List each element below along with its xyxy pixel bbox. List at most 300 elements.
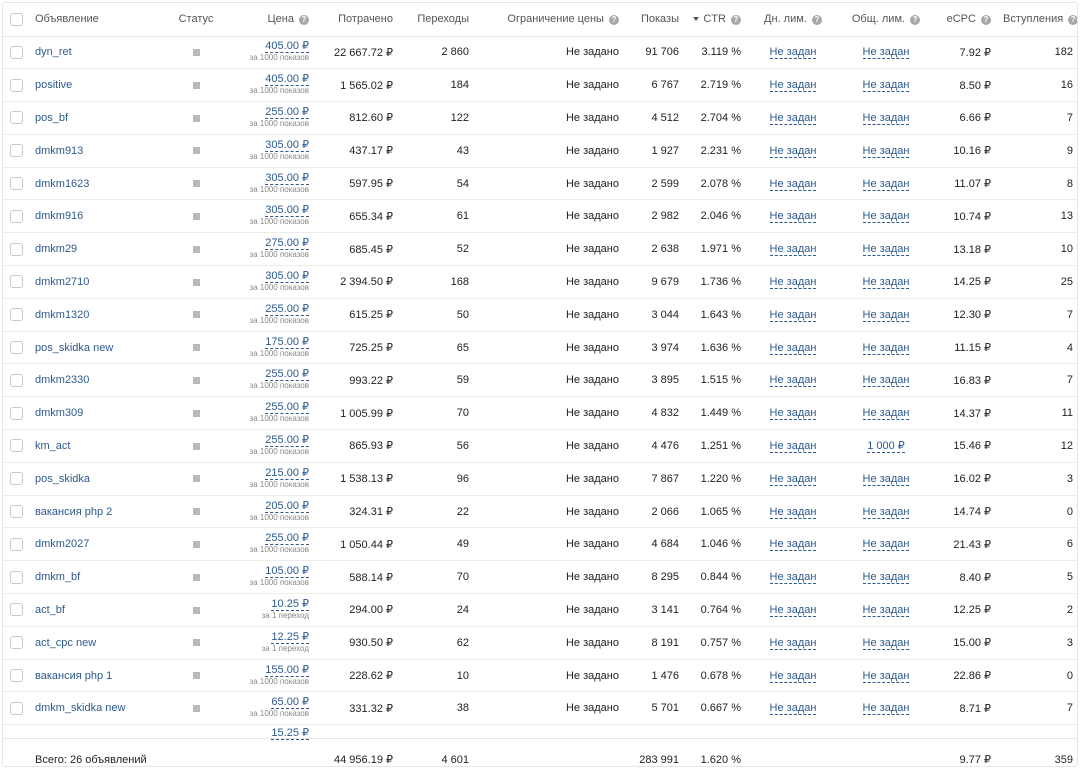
header-day-limit[interactable]: Дн. лим. ? [747,3,839,36]
table-row[interactable] [3,102,1078,135]
price-limit-value: Не задано [475,364,625,397]
header-clicks[interactable]: Переходы [399,3,475,36]
clicks-value: 62 [399,626,475,659]
ctr-value: 0.757 % [685,626,747,659]
price-cell [250,501,309,522]
ctr-value: 2.231 % [685,134,747,167]
total-limit-link[interactable]: Не задан [862,472,910,485]
day-limit-link[interactable]: Не задан [769,603,817,616]
table-row[interactable] [3,134,1078,167]
ecpc-value: 6.66 ₽ [933,102,997,135]
table-row[interactable] [3,594,1078,627]
price-cell [250,205,309,226]
day-limit-link[interactable]: Не задан [769,79,817,92]
price-link[interactable]: 255.00 ₽ [265,302,309,315]
joins-value: 7 [997,364,1078,397]
status-stopped-icon[interactable] [193,49,200,56]
row-checkbox[interactable] [10,636,23,649]
ecpc-value: 21.43 ₽ [933,528,997,561]
header-ctr[interactable]: CTR ? [685,3,747,36]
row-checkbox[interactable] [10,472,23,485]
status-stopped-icon[interactable] [193,377,200,384]
ctr-value: 1.636 % [685,331,747,364]
clicks-value: 70 [399,397,475,430]
ad-name-link[interactable]: dyn_ret [35,46,72,59]
row-checkbox[interactable] [10,439,23,452]
price-link[interactable]: 175.00 ₽ [265,335,309,348]
price-unit: за 1000 показов [249,479,309,489]
row-checkbox[interactable] [10,407,23,420]
clicks-value: 65 [399,331,475,364]
total-limit-link[interactable]: Не задан [862,636,910,649]
clicks-value: 96 [399,462,475,495]
price-cell [250,337,309,358]
price-unit: за 1000 показов [249,578,309,588]
clicks-value: 184 [399,69,475,102]
spent-value: 1 005.99 ₽ [315,397,399,430]
day-limit-link[interactable]: Не задан [769,144,817,157]
total-limit-link[interactable]: Не задан [862,374,910,387]
status-stopped-icon[interactable] [193,508,200,515]
ad-name-link[interactable]: pos_skidka new [35,341,114,354]
ctr-value: 0.667 % [685,692,747,725]
status-stopped-icon[interactable] [193,672,200,679]
day-limit-link[interactable]: Не задан [769,177,817,190]
ad-name-link[interactable]: km_act [35,439,71,452]
spent-value: 324.31 ₽ [315,495,399,528]
price-link[interactable]: 405.00 ₽ [265,73,309,86]
status-stopped-icon[interactable] [193,705,200,712]
day-limit-link[interactable]: Не задан [769,308,817,321]
total-limit-link[interactable]: Не задан [862,243,910,256]
shows-value: 3 895 [625,364,685,397]
ad-name-link[interactable]: positive [35,79,73,92]
table-row[interactable] [3,331,1078,364]
spent-value: 725.25 ₽ [315,331,399,364]
price-unit: за 1000 показов [249,676,309,686]
table-row[interactable] [3,462,1078,495]
ad-name-link[interactable]: dmkm_bf [35,571,81,584]
price-limit-value: Не задано [475,430,625,463]
price-cell [250,271,309,292]
price-cell [250,173,309,194]
clicks-value: 59 [399,364,475,397]
day-limit-link[interactable]: Не задан [769,407,817,420]
footer-shows: 283 991 [625,739,685,767]
footer-ecpc: 9.77 ₽ [933,739,997,767]
shows-value: 4 832 [625,397,685,430]
ad-name-link[interactable]: dmkm2710 [35,275,90,288]
price-limit-value: Не задано [475,659,625,692]
row-checkbox[interactable] [10,210,23,223]
price-limit-value: Не задано [475,167,625,200]
row-checkbox[interactable] [10,46,23,59]
row-checkbox[interactable] [10,505,23,518]
ad-name-link[interactable]: pos_skidka [35,472,91,485]
row-checkbox[interactable] [10,669,23,682]
spent-value: 2 394.50 ₽ [315,266,399,299]
day-limit-link[interactable]: Не задан [769,571,817,584]
ad-name-link[interactable]: dmkm1320 [35,308,90,321]
footer-total-label: Всего: 26 объявлений [29,739,315,767]
price-cell [262,599,309,620]
total-limit-link[interactable]: Не задан [862,111,910,124]
row-checkbox[interactable] [10,308,23,321]
total-limit-link[interactable]: Не задан [862,702,910,715]
row-checkbox[interactable] [10,177,23,190]
price-cell [250,435,309,456]
header-shows[interactable]: Показы [625,3,685,36]
day-limit-link[interactable]: Не задан [769,243,817,256]
total-limit-link[interactable]: Не задан [862,603,910,616]
table-body [3,36,1078,725]
shows-value: 9 679 [625,266,685,299]
joins-value: 182 [997,36,1078,69]
price-unit: за 1 переход [261,643,309,653]
clicks-value: 38 [399,692,475,725]
day-limit-link[interactable]: Не задан [769,111,817,124]
shows-value: 7 867 [625,462,685,495]
price-unit: за 1000 показов [249,545,309,555]
price-cell [250,697,309,718]
ecpc-value: 12.30 ₽ [933,298,997,331]
ad-name-link[interactable]: act_bf [35,603,65,616]
ad-name-link[interactable]: dmkm2027 [35,538,90,551]
joins-value: 5 [997,561,1078,594]
total-limit-link[interactable]: Не задан [862,407,910,420]
price-limit-value: Не задано [475,298,625,331]
price-limit-value: Не задано [475,200,625,233]
table-row[interactable] [3,167,1078,200]
spent-value: 655.34 ₽ [315,200,399,233]
price-limit-value: Не задано [475,233,625,266]
joins-value: 16 [997,69,1078,102]
table-row[interactable] [3,692,1078,725]
table-row[interactable] [3,36,1078,69]
table-row[interactable] [3,233,1078,266]
joins-value: 11 [997,397,1078,430]
price-link[interactable]: 255.00 ₽ [265,368,309,381]
price-link[interactable]: 305.00 ₽ [265,171,309,184]
total-limit-link[interactable]: Не задан [862,538,910,551]
header-joins[interactable]: Вступления ? [997,3,1078,36]
total-limit-link[interactable]: Не задан [862,210,910,223]
price-limit-value: Не задано [475,594,625,627]
day-limit-link[interactable]: Не задан [769,505,817,518]
ad-name-link[interactable]: dmkm913 [35,144,84,157]
shows-value: 2 599 [625,167,685,200]
day-limit-link[interactable]: Не задан [769,210,817,223]
table-row[interactable] [3,626,1078,659]
status-stopped-icon[interactable] [193,475,200,482]
price-link[interactable]: 65.00 ₽ [271,696,309,709]
ecpc-value: 8.50 ₽ [933,69,997,102]
price-limit-value: Не задано [475,528,625,561]
price-link[interactable]: 255.00 ₽ [265,532,309,545]
ad-name-link[interactable]: dmkm1623 [35,177,90,190]
row-checkbox[interactable] [10,374,23,387]
price-link[interactable]: 15.25 ₽ [271,727,309,740]
price-link[interactable]: 255.00 ₽ [265,433,309,446]
ecpc-value: 14.74 ₽ [933,495,997,528]
price-cell [250,468,309,489]
day-limit-link[interactable]: Не задан [769,538,817,551]
ecpc-value: 10.16 ₽ [933,134,997,167]
price-link[interactable]: 275.00 ₽ [265,237,309,250]
shows-value: 2 982 [625,200,685,233]
clicks-value: 52 [399,233,475,266]
help-icon[interactable]: ? [981,15,991,25]
ecpc-value: 15.46 ₽ [933,430,997,463]
price-cell [250,140,309,161]
shows-value: 4 476 [625,430,685,463]
shows-value: 91 706 [625,36,685,69]
price-cell [250,402,309,423]
spent-value: 1 538.13 ₽ [315,462,399,495]
row-checkbox[interactable] [10,275,23,288]
shows-value: 1 476 [625,659,685,692]
day-limit-link[interactable]: Не задан [769,341,817,354]
joins-value: 8 [997,167,1078,200]
status-stopped-icon[interactable] [193,213,200,220]
shows-value: 3 141 [625,594,685,627]
header-price[interactable]: Цена ? [225,3,315,36]
spent-value: 437.17 ₽ [315,134,399,167]
status-stopped-icon[interactable] [193,607,200,614]
table-row[interactable] [3,298,1078,331]
table-row-partial [3,725,1078,739]
price-unit: за 1000 показов [249,282,309,292]
day-limit-link[interactable]: Не задан [769,702,817,715]
ad-name-link[interactable]: вакансия php 2 [35,505,113,518]
total-limit-link[interactable]: Не задан [862,505,910,518]
price-unit: за 1000 показов [249,53,309,63]
joins-value: 7 [997,102,1078,135]
table-row[interactable] [3,364,1078,397]
ctr-value: 1.449 % [685,397,747,430]
row-checkbox[interactable] [10,243,23,256]
day-limit-link[interactable]: Не задан [769,275,817,288]
row-checkbox[interactable] [10,571,23,584]
total-limit-link[interactable]: Не задан [862,341,910,354]
price-unit: за 1000 показов [249,217,309,227]
ctr-value: 2.704 % [685,102,747,135]
price-link[interactable]: 10.25 ₽ [271,597,309,610]
price-limit-value: Не задано [475,692,625,725]
price-unit: за 1000 показов [249,348,309,358]
spent-value: 865.93 ₽ [315,430,399,463]
status-stopped-icon[interactable] [193,147,200,154]
table-footer-row [3,739,1078,767]
status-stopped-icon[interactable] [193,410,200,417]
total-limit-link[interactable]: Не задан [862,669,910,682]
status-stopped-icon[interactable] [193,639,200,646]
table-row[interactable] [3,266,1078,299]
table-row[interactable] [3,430,1078,463]
shows-value: 3 044 [625,298,685,331]
clicks-value: 22 [399,495,475,528]
table-row[interactable] [3,397,1078,430]
row-checkbox[interactable] [10,341,23,354]
total-limit-link[interactable]: 1 000 ₽ [867,440,905,453]
ads-table [3,3,1078,767]
header-status[interactable]: Статус [167,3,225,36]
table-row[interactable] [3,528,1078,561]
spent-value: 685.45 ₽ [315,233,399,266]
price-link[interactable]: 405.00 ₽ [265,40,309,53]
joins-value: 13 [997,200,1078,233]
clicks-value: 168 [399,266,475,299]
status-stopped-icon[interactable] [193,246,200,253]
status-stopped-icon[interactable] [193,279,200,286]
price-cell [262,632,309,653]
help-icon[interactable]: ? [299,15,309,25]
price-unit: за 1000 показов [249,151,309,161]
day-limit-link[interactable]: Не задан [769,636,817,649]
price-link[interactable]: 305.00 ₽ [265,138,309,151]
ctr-value: 1.065 % [685,495,747,528]
joins-value: 9 [997,134,1078,167]
price-link[interactable]: 155.00 ₽ [265,663,309,676]
help-icon[interactable]: ? [1068,15,1078,25]
total-limit-link[interactable]: Не задан [862,79,910,92]
ecpc-value: 14.25 ₽ [933,266,997,299]
help-icon[interactable]: ? [910,15,920,25]
ad-name-link[interactable]: dmkm_skidka new [35,702,126,715]
total-limit-link[interactable]: Не задан [862,571,910,584]
day-limit-link[interactable]: Не задан [769,46,817,59]
footer-ctr: 1.620 % [685,739,747,767]
table-row[interactable] [3,659,1078,692]
price-link[interactable]: 255.00 ₽ [265,401,309,414]
ecpc-value: 10.74 ₽ [933,200,997,233]
header-spent[interactable]: Потрачено [315,3,399,36]
footer-spent: 44 956.19 ₽ [315,739,399,767]
help-icon[interactable]: ? [812,15,822,25]
price-link[interactable]: 215.00 ₽ [265,466,309,479]
ecpc-value: 15.00 ₽ [933,626,997,659]
row-checkbox[interactable] [10,144,23,157]
price-link[interactable]: 305.00 ₽ [265,269,309,282]
price-link[interactable]: 205.00 ₽ [265,499,309,512]
status-stopped-icon[interactable] [193,574,200,581]
row-checkbox[interactable] [10,603,23,616]
price-cell [250,74,309,95]
clicks-value: 2 860 [399,36,475,69]
ad-name-link[interactable]: dmkm309 [35,407,84,420]
ctr-value: 2.078 % [685,167,747,200]
status-stopped-icon[interactable] [193,311,200,318]
header-total-limit[interactable]: Общ. лим. ? [839,3,933,36]
ad-name-link[interactable]: dmkm29 [35,243,78,256]
price-limit-value: Не задано [475,397,625,430]
select-all-checkbox[interactable] [10,13,23,26]
price-limit-value: Не задано [475,626,625,659]
day-limit-link[interactable]: Не задан [769,669,817,682]
spent-value: 615.25 ₽ [315,298,399,331]
status-stopped-icon[interactable] [193,180,200,187]
total-limit-link[interactable]: Не задан [862,308,910,321]
table-row[interactable] [3,561,1078,594]
joins-value: 7 [997,298,1078,331]
price-unit: за 1000 показов [249,414,309,424]
price-link[interactable]: 305.00 ₽ [265,204,309,217]
ad-name-link[interactable]: act_cpc new [35,636,97,649]
help-icon[interactable]: ? [609,15,619,25]
shows-value: 4 512 [625,102,685,135]
price-cell [250,238,309,259]
status-stopped-icon[interactable] [193,443,200,450]
clicks-value: 10 [399,659,475,692]
help-icon[interactable]: ? [731,15,741,25]
status-stopped-icon[interactable] [193,344,200,351]
table-row[interactable] [3,495,1078,528]
table-row[interactable] [3,200,1078,233]
price-limit-value: Не задано [475,69,625,102]
header-ecpc[interactable]: eCPC ? [933,3,997,36]
status-stopped-icon[interactable] [193,541,200,548]
table-row[interactable] [3,69,1078,102]
shows-value: 4 684 [625,528,685,561]
ad-name-link[interactable]: dmkm916 [35,210,84,223]
price-limit-value: Не задано [475,331,625,364]
row-checkbox[interactable] [10,111,23,124]
status-stopped-icon[interactable] [193,115,200,122]
total-limit-link[interactable]: Не задан [862,46,910,59]
price-link[interactable]: 255.00 ₽ [265,105,309,118]
ads-table-panel [2,2,1078,767]
shows-value: 8 295 [625,561,685,594]
spent-value: 993.22 ₽ [315,364,399,397]
day-limit-link[interactable]: Не задан [769,439,817,452]
price-unit: за 1000 показов [249,315,309,325]
price-cell [250,107,309,128]
ecpc-value: 16.02 ₽ [933,462,997,495]
day-limit-link[interactable]: Не задан [769,374,817,387]
joins-value: 25 [997,266,1078,299]
status-stopped-icon[interactable] [193,82,200,89]
spent-value: 597.95 ₽ [315,167,399,200]
day-limit-link[interactable]: Не задан [769,472,817,485]
ctr-value: 2.719 % [685,69,747,102]
total-limit-link[interactable]: Не задан [862,177,910,190]
sort-desc-icon [693,17,699,21]
clicks-value: 49 [399,528,475,561]
total-limit-link[interactable]: Не задан [862,275,910,288]
ecpc-value: 11.15 ₽ [933,331,997,364]
ad-name-link[interactable]: dmkm2330 [35,374,90,387]
price-limit-value: Не задано [475,102,625,135]
row-checkbox[interactable] [10,79,23,92]
price-link[interactable]: 12.25 ₽ [271,630,309,643]
spent-value: 588.14 ₽ [315,561,399,594]
total-limit-link[interactable]: Не задан [862,144,910,157]
row-checkbox[interactable] [10,702,23,715]
spent-value: 1 565.02 ₽ [315,69,399,102]
ad-name-link[interactable]: вакансия php 1 [35,669,113,682]
header-ad[interactable]: Объявление [29,3,167,36]
row-checkbox[interactable] [10,538,23,551]
spent-value: 22 667.72 ₽ [315,36,399,69]
price-link[interactable]: 105.00 ₽ [265,565,309,578]
header-select-all[interactable] [3,3,29,36]
joins-value: 12 [997,430,1078,463]
price-unit: за 1000 показов [249,446,309,456]
header-price-limit[interactable]: Ограничение цены ? [475,3,625,36]
ad-name-link[interactable]: pos_bf [35,111,69,124]
joins-value: 7 [997,692,1078,725]
spent-value: 331.32 ₽ [315,692,399,725]
